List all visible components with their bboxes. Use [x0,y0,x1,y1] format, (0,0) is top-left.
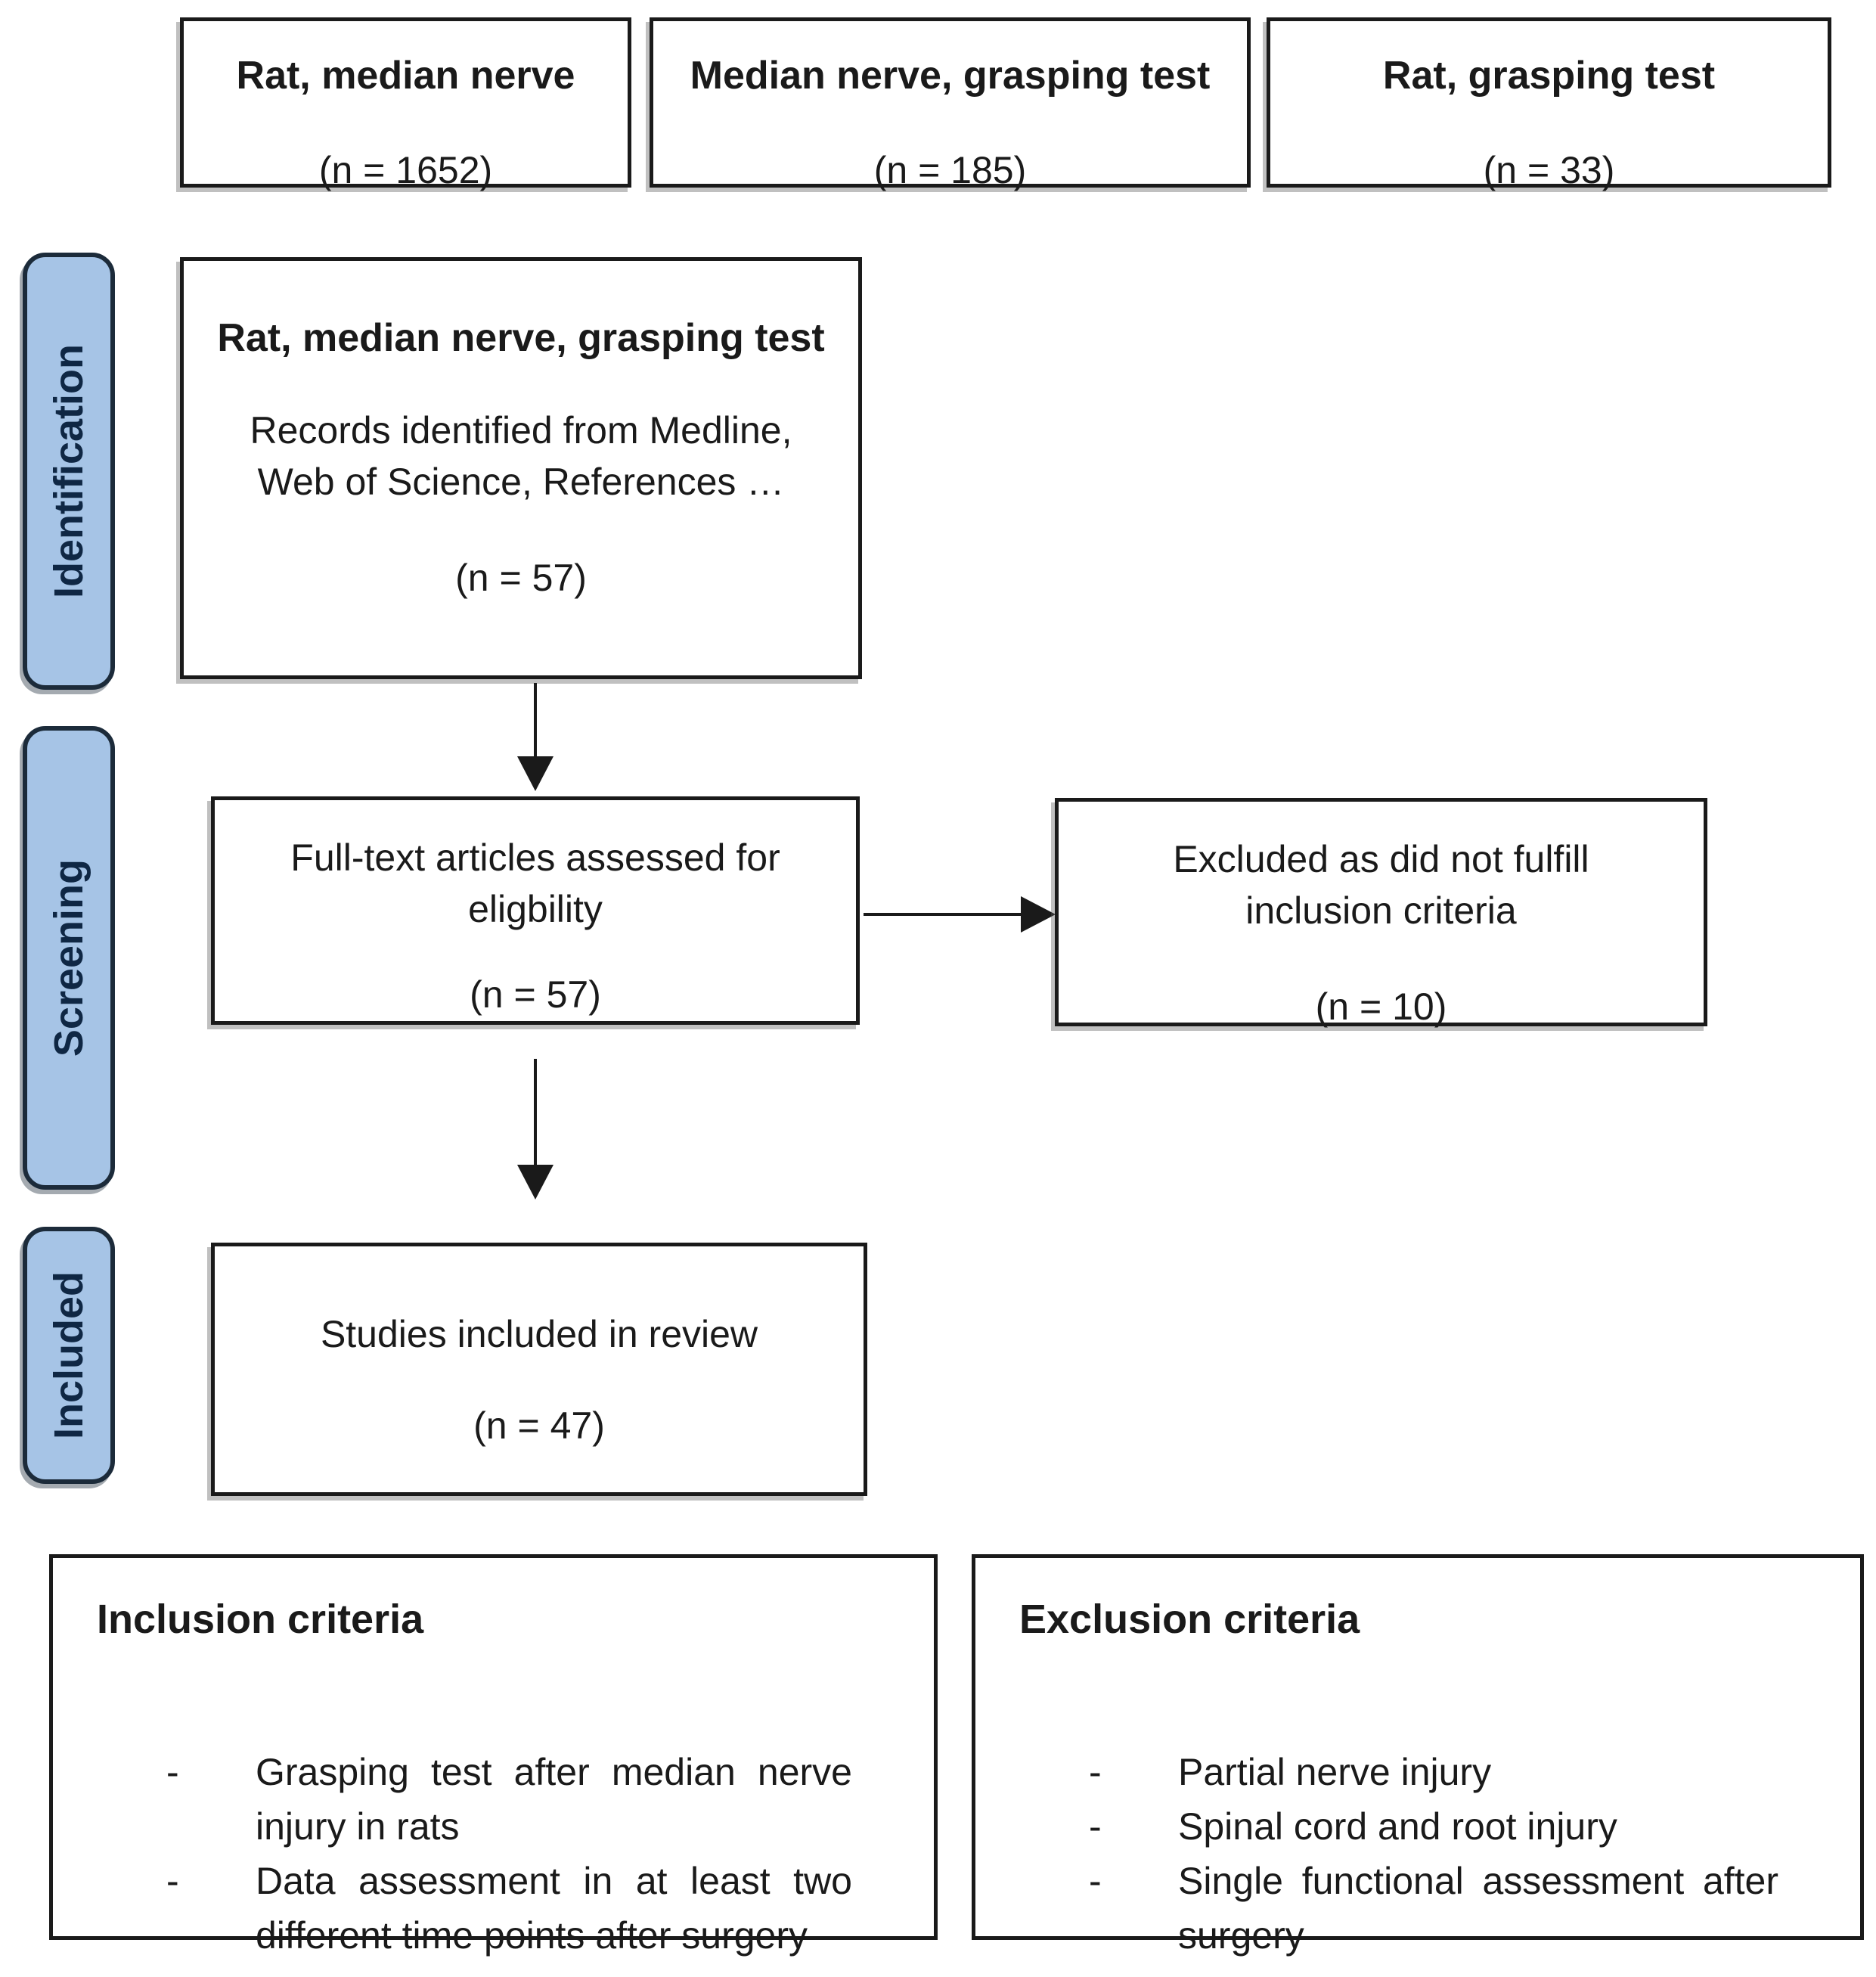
exclusion-criteria-heading: Exclusion criteria [1019,1597,1360,1642]
fulltext-box-line1: Full-text articles assessed for [290,836,780,879]
fulltext-box-line2: eligbility [468,888,603,930]
stage-label-screening [23,726,115,1190]
search-box-median-nerve-grasping-test [650,17,1251,191]
exclusion-criteria-item-text: Partial nerve injury [1178,1751,1492,1793]
stage-label-included [23,1227,115,1484]
arrow-fulltext-to-excluded-head [1021,896,1056,933]
inclusion-criteria-item-text: Grasping test after median nerve injury in rats [256,1751,852,1848]
arrow-fulltext-to-excluded-shaft [864,913,1022,916]
search-box-count: (n = 33) [1483,149,1615,191]
bullet-dash: - [1089,1805,1102,1848]
fulltext-assessed-box [211,796,860,1025]
records-box-title: Rat, median nerve, grasping test [217,316,825,360]
records-identified-box [180,257,862,679]
studies-box-line1: Studies included in review [320,1313,758,1355]
excluded-box-line2: inclusion criteria [1245,889,1517,932]
studies-included-box [211,1243,867,1496]
stage-label-identification [23,253,115,690]
fulltext-box-count: (n = 57) [470,973,601,1016]
inclusion-criteria-item-text: Data assessment in at least two different time points after surgery [256,1860,852,1957]
inclusion-criteria-heading: Inclusion criteria [97,1597,424,1642]
excluded-box-count: (n = 10) [1315,985,1447,1028]
inclusion-criteria-item [166,1745,852,1854]
arrow-identification-to-fulltext-shaft [534,683,537,759]
search-box-title: Median nerve, grasping test [690,54,1211,98]
exclusion-criteria-item [1089,1799,1778,1854]
stage-label-text: Identification [46,344,91,598]
stage-label-text: Screening [46,858,91,1057]
arrow-fulltext-to-included-shaft [534,1059,537,1166]
bullet-dash: - [166,1860,179,1902]
search-box-count: (n = 185) [873,149,1027,191]
arrow-fulltext-to-included-head [517,1165,553,1200]
records-box-line1: Records identified from Medline, [250,409,792,452]
inclusion-criteria-item [166,1854,852,1963]
search-box-rat-grasping-test [1267,17,1831,191]
exclusion-criteria-item-text: Spinal cord and root injury [1178,1805,1617,1848]
search-box-title: Rat, median nerve [236,54,575,98]
exclusion-criteria-item [1089,1854,1778,1963]
exclusion-criteria-item-text: Single functional assessment after surgery [1178,1860,1778,1957]
search-box-title: Rat, grasping test [1382,54,1716,98]
excluded-box [1055,798,1707,1026]
bullet-dash: - [1089,1751,1102,1793]
bullet-dash: - [166,1751,179,1793]
inclusion-criteria-box [49,1554,938,1957]
search-box-rat-median-nerve [180,17,631,191]
search-box-count: (n = 1652) [318,149,493,191]
records-box-line2: Web of Science, References … [257,461,785,503]
arrow-identification-to-fulltext-head [517,756,553,791]
exclusion-criteria-box [972,1554,1864,1957]
bullet-dash: - [1089,1860,1102,1902]
stage-label-text: Included [46,1271,91,1439]
records-box-count: (n = 57) [455,557,587,599]
excluded-box-line1: Excluded as did not fulfill [1173,838,1589,880]
exclusion-criteria-item [1089,1745,1778,1799]
studies-box-count: (n = 47) [473,1404,605,1447]
